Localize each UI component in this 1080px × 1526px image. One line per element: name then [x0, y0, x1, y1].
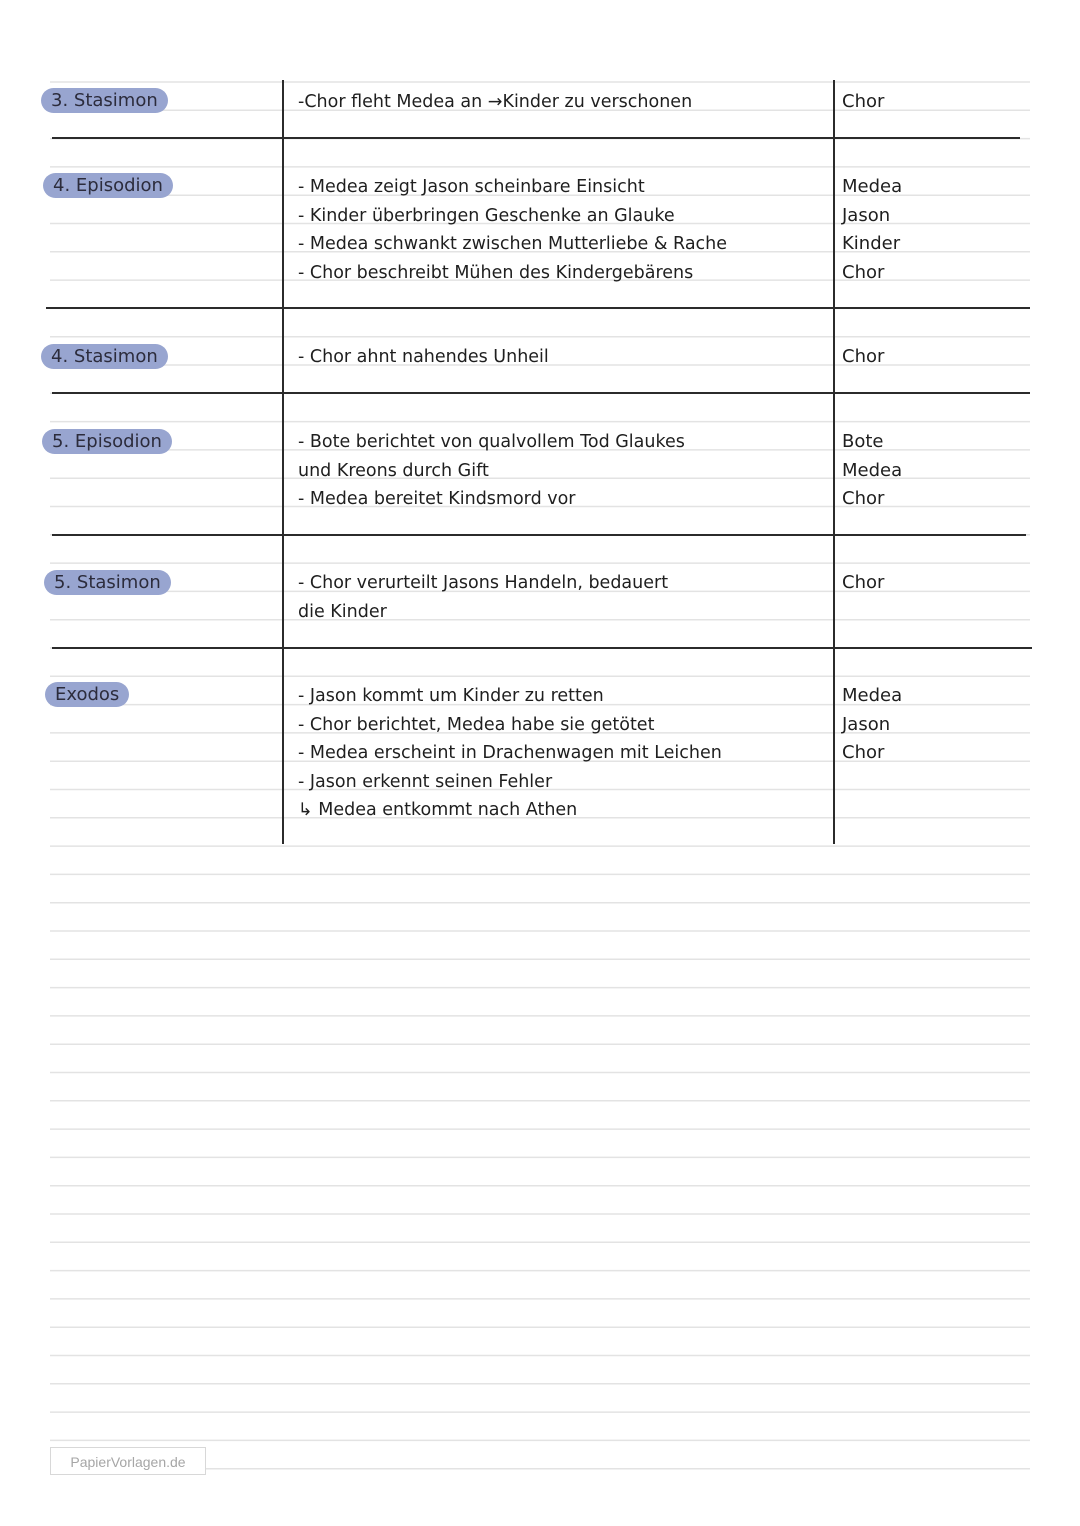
watermark-label: PapierVorlagen.de [50, 1447, 206, 1475]
column-divider-right [833, 80, 835, 844]
content-line: - Medea schwankt zwischen Mutterliebe & Rache [298, 234, 728, 254]
column-divider-left [282, 80, 284, 844]
content-line: - Chor verurteilt Jasons Handeln, bedauert [298, 573, 669, 593]
person-name: Chor [842, 572, 885, 593]
person-name: Chor [842, 742, 885, 763]
content-line: -Chor fleht Medea an →Kinder zu verschonen [298, 92, 693, 112]
row-separator [52, 534, 1026, 536]
content-list-exodos [298, 682, 828, 825]
content-line: - Chor beschreibt Mühen des Kindergebärens [298, 262, 694, 283]
section-label-4-stasimon: 4. Stasimon [41, 344, 168, 369]
persons-list-3-stasimon [842, 88, 1022, 117]
persons-list-5-stasimon [842, 569, 1022, 598]
section-label-3-stasimon: 3. Stasimon [41, 88, 168, 113]
section-label-4-episodion: 4. Episodion [43, 173, 173, 198]
person-name: Chor [842, 91, 885, 112]
person-name: Medea [842, 459, 903, 481]
person-name: Bote [842, 431, 884, 452]
content-list-4-episodion [298, 173, 828, 287]
persons-list-5-episodion [842, 428, 1022, 514]
person-name: Medea [842, 685, 903, 706]
person-name: Kinder [842, 233, 901, 254]
person-name: Jason [842, 713, 891, 735]
row-separator [46, 307, 1030, 309]
content-line: - Jason kommt um Kinder zu retten [298, 686, 604, 706]
content-list-3-stasimon [298, 88, 828, 117]
person-name: Chor [842, 488, 885, 509]
section-label-5-stasimon: 5. Stasimon [44, 570, 171, 595]
row-separator [52, 647, 1032, 649]
row-separator [52, 137, 1020, 139]
content-list-5-stasimon [298, 569, 828, 626]
section-label-5-episodion: 5. Episodion [42, 429, 172, 454]
content-line: und Kreons durch Gift [298, 460, 489, 481]
content-line: - Medea bereitet Kindsmord vor [298, 489, 576, 509]
content-list-5-episodion [298, 428, 828, 514]
person-name: Chor [842, 346, 885, 367]
content-list-4-stasimon [298, 343, 828, 372]
row-separator [52, 392, 1030, 394]
content-line: - Jason erkennt seinen Fehler [298, 771, 553, 792]
content-line: - Kinder überbringen Geschenke an Glauke [298, 205, 675, 226]
persons-list-4-episodion [842, 173, 1022, 287]
content-line: - Chor ahnt nahendes Unheil [298, 347, 549, 367]
content-line: ↳ Medea entkommt nach Athen [298, 800, 578, 820]
person-name: Jason [842, 204, 891, 226]
persons-list-4-stasimon [842, 343, 1022, 372]
section-label-exodos: Exodos [45, 682, 129, 707]
persons-list-exodos [842, 682, 1022, 768]
content-line: - Medea zeigt Jason scheinbare Einsicht [298, 177, 645, 197]
content-line: die Kinder [298, 601, 387, 622]
person-name: Chor [842, 261, 885, 283]
content-line: - Chor berichtet, Medea habe sie getötet [298, 714, 655, 735]
person-name: Medea [842, 176, 903, 197]
content-line: - Medea erscheint in Drachenwagen mit Leichen [298, 743, 722, 763]
content-line: - Bote berichtet von qualvollem Tod Glaukes [298, 432, 685, 452]
